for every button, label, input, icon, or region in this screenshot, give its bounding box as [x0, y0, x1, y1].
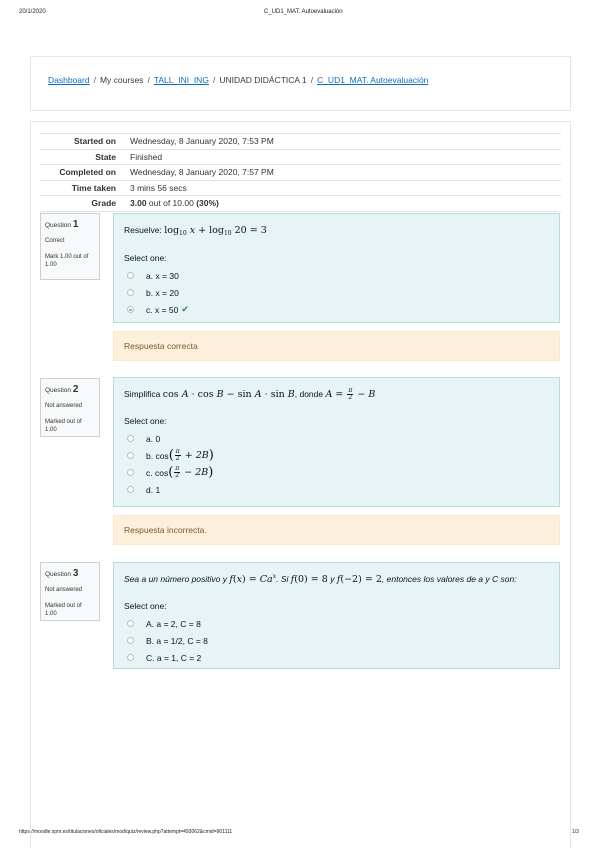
breadcrumb-my-courses: My courses: [99, 75, 144, 85]
question-3-content: [113, 562, 560, 669]
condition-formula: A = $\frac{\pi}{2}$ − B: [325, 387, 376, 401]
print-title: C_UD1_MAT. Autoevaluación: [264, 9, 343, 15]
radio-button[interactable]: [127, 654, 134, 661]
radio-button[interactable]: [127, 486, 134, 493]
question-number: 3: [72, 568, 79, 579]
breadcrumb-quiz-link[interactable]: C_UD1_MAT. Autoevaluación: [317, 75, 429, 85]
question-state: Not answered: [45, 586, 83, 593]
answer-list: [124, 615, 549, 666]
summary-value: 3 mins 56 secs: [130, 182, 187, 193]
question-formula: cos A · cos B − sin A · sin B: [162, 389, 295, 400]
summary-label: Time taken: [71, 182, 116, 193]
answer-list: [124, 267, 549, 318]
question-3-info: Question 3 Not answered Marked out of 1.00: [40, 562, 100, 621]
answer-option[interactable]: d. 1: [124, 481, 549, 498]
attempt-summary-table: [40, 133, 561, 212]
question-number: 2: [72, 384, 79, 395]
breadcrumb-unit: UNIDAD DIDÁCTICA 1: [219, 75, 307, 85]
radio-button[interactable]: [127, 435, 134, 442]
summary-row: [40, 150, 561, 166]
question-mark: Marked out of 1.00: [45, 418, 82, 433]
print-url: https://moodle.xpm.es/titulaciones/oficiales/mod/quiz/review.php?attempt=493062&cmid=901111: [19, 829, 233, 835]
radio-button[interactable]: [127, 272, 134, 279]
radio-button[interactable]: [127, 289, 134, 296]
summary-label: Started on: [73, 136, 116, 146]
select-one-label: Select one:: [124, 601, 167, 612]
question-2-content: [113, 377, 560, 507]
question-text: Resuelve: $\log_{10} x + \log_{10} 20 = 3$: [124, 225, 267, 237]
question-formula: $\log_{10} x + \log_{10} 20 = 3$: [164, 225, 267, 237]
radio-button-selected[interactable]: [127, 306, 134, 313]
check-icon: ✔: [181, 304, 189, 315]
breadcrumb-dashboard-link[interactable]: Dashboard: [48, 75, 90, 85]
summary-label: State: [95, 151, 116, 162]
breadcrumb-box: [30, 56, 571, 111]
question-state: Not answered: [45, 402, 83, 409]
question-state: Correct: [45, 237, 65, 244]
question-2-info: Question 2 Not answered Marked out of 1.00: [40, 378, 100, 437]
question-2-feedback: Respuesta incorrecta.: [113, 515, 560, 545]
answer-option[interactable]: a. x = 30: [124, 267, 549, 284]
grade-value: 3.00 out of 10.00 (30%): [130, 198, 219, 208]
answer-option[interactable]: C. a = 1, C = 2: [124, 649, 549, 666]
answer-option[interactable]: c. cos ( $\frac{\pi}{2}$ − 2B): [124, 464, 549, 481]
answer-option[interactable]: B. a = 1/2, C = 8: [124, 632, 549, 649]
summary-value: Finished: [130, 151, 163, 162]
question-number: 1: [72, 219, 79, 230]
summary-row-grade: [40, 196, 561, 212]
summary-row: [40, 165, 561, 181]
print-date: 20/1/2020: [19, 9, 46, 15]
breadcrumb-course-link[interactable]: TALL_INI_ING: [153, 75, 209, 85]
question-1-info: Question 1 Correct Mark 1.00 out of 1.00: [40, 213, 100, 280]
question-text: Simplifica cos A · cos B − sin A · sin B, donde A = $\frac{\pi}{2}$ − B: [124, 387, 376, 401]
answer-list: [124, 430, 549, 498]
summary-label: Completed on: [59, 167, 116, 177]
radio-button[interactable]: [127, 452, 134, 459]
question-text: Sea a un número positivo y f(x) = Ca$^x$. Si f(0) = 8 y f(−2) = 2, entonces los valores de a y C son:: [124, 573, 517, 585]
summary-value: Wednesday, 8 January 2020, 7:57 PM: [130, 167, 274, 177]
summary-row: [40, 134, 561, 150]
radio-button[interactable]: [127, 637, 134, 644]
question-mark: Marked out of 1.00: [45, 602, 82, 617]
summary-value: Wednesday, 8 January 2020, 7:53 PM: [130, 136, 274, 146]
answer-option[interactable]: a. 0: [124, 430, 549, 447]
summary-row: [40, 181, 561, 197]
answer-option[interactable]: b. cos ( $\frac{\pi}{2}$ + 2B): [124, 447, 549, 464]
breadcrumb: Dashboard / My courses / TALL_INI_ING / UNIDAD DIDÁCTICA 1 / C_UD1_MAT. Autoevaluación: [48, 75, 429, 85]
question-1-feedback: Respuesta correcta: [113, 331, 560, 361]
select-one-label: Select one:: [124, 416, 167, 427]
question-1-content: [113, 213, 560, 323]
radio-button[interactable]: [127, 620, 134, 627]
print-page: 1/3: [572, 829, 579, 835]
answer-option[interactable]: c. x = 50 ✔: [124, 301, 549, 318]
select-one-label: Select one:: [124, 253, 167, 264]
grade-label: Grade: [91, 198, 116, 208]
answer-option[interactable]: A. a = 2, C = 8: [124, 615, 549, 632]
answer-option[interactable]: b. x = 20: [124, 284, 549, 301]
radio-button[interactable]: [127, 469, 134, 476]
question-mark: Mark 1.00 out of 1.00: [45, 253, 89, 268]
